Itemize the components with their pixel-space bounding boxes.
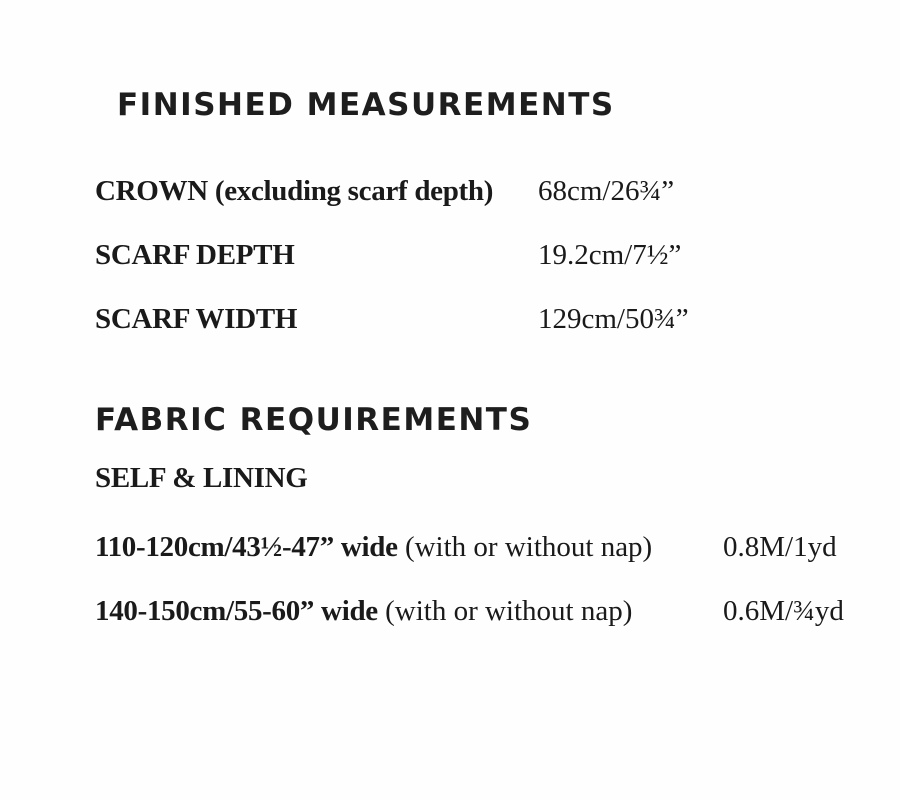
measurement-value-scarf-depth: 19.2cm/7½” <box>538 239 682 271</box>
measurement-label-scarf-depth: SCARF DEPTH <box>95 239 295 271</box>
self-lining-subheading: SELF & LINING <box>95 462 308 494</box>
fabric-amount: 0.8M/1yd <box>723 531 837 563</box>
fabric-width: 110-120cm/43½-47” wide <box>95 531 398 563</box>
fabric-amount: 0.6M/¾yd <box>723 595 844 627</box>
fabric-row-description <box>95 533 652 562</box>
fabric-requirements-heading: FABRIC REQUIREMENTS <box>95 402 533 438</box>
fabric-width: 140-150cm/55-60” wide <box>95 595 378 627</box>
finished-measurements-heading: FINISHED MEASUREMENTS <box>117 87 615 123</box>
measurement-value-crown: 68cm/26¾” <box>538 175 675 207</box>
fabric-nap-note: (with or without nap) <box>377 595 633 627</box>
measurement-label-crown: CROWN (excluding scarf depth) <box>95 175 494 207</box>
measurement-label-scarf-width: SCARF WIDTH <box>95 303 298 335</box>
measurement-value-scarf-width: 129cm/50¾” <box>538 303 689 335</box>
fabric-row-description <box>95 597 632 626</box>
fabric-nap-note: (with or without nap) <box>397 531 653 563</box>
